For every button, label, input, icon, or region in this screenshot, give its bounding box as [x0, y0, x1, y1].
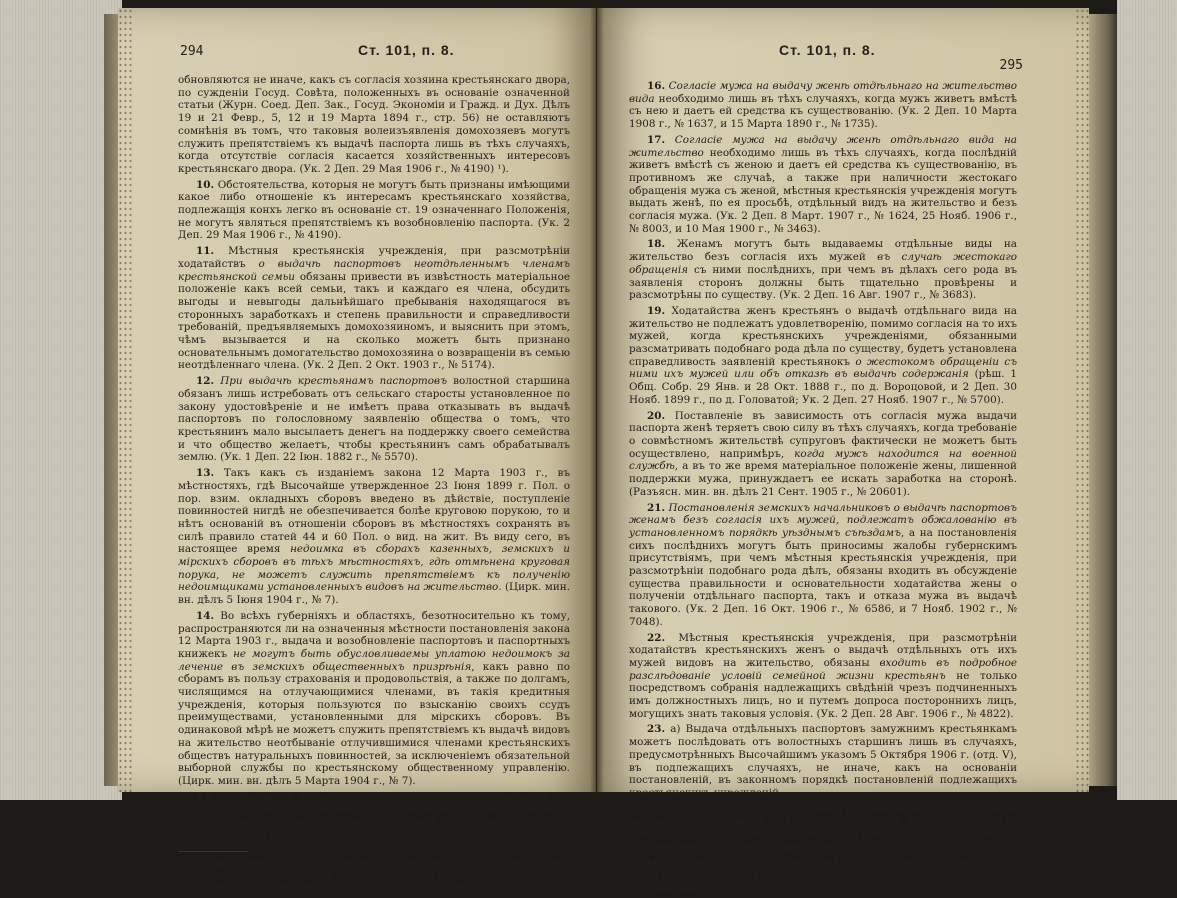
footnote-rule — [178, 851, 248, 852]
paragraph-number: 17. — [647, 133, 666, 146]
left-page — [118, 8, 596, 892]
paragraph-emphasis: Согласіе мужа на выдачу женѣ отдѣльнаго на жительство вида — [629, 80, 1017, 105]
paragraph-text: , а въ то же время матеріальное положеніе жены, лишенной поддержки мужа, принуждаетъ ее искать заработка на сторонѣ. (Разъясн. мин. вн. дѣлъ 21 Сент. 1905 г., № 20601). — [629, 460, 1017, 498]
paragraph-text: (рѣш. 1 Общ. Собр. 29 Янв. и 28 Окт. 1888 г., по д. Вороцовой, и 2 Деп. 30 Нояб. 1899 г., по д. Головатой; Ук. 2 Деп. 27 Нояб. 1907 г., № 5700). — [629, 368, 1017, 406]
article-paragraph — [178, 467, 570, 607]
page-edge-speckle — [1075, 8, 1089, 792]
paragraph-number: 11. — [196, 245, 215, 258]
article-paragraph — [178, 375, 570, 464]
article-paragraph — [178, 74, 570, 176]
paragraph-emphasis: недоимка въ сборахъ казенныхъ, земскихъ и мірскихъ сборовъ въ тѣхъ мѣстностяхъ, гдѣ отмѣнена круговая порука, не можетъ служить препятствіемъ къ полученію недоимщиками установленныхъ видовъ на жительство — [178, 543, 570, 594]
paragraph-text: Отмѣненныя до выдачи паспортовъ женамъ узаконенія не относятся къ числу отмѣненныхъ Высочайшимъ указомъ 5 Октября 1906 г. ограничительныхъ правилъ о выдачѣ паспортовъ сельскимъ обывателямъ. (Ук. 2 Деп. 16 Авг. 1907 г., № 3683). — [178, 790, 570, 841]
paragraph-emphasis: Согласіе мужа на выдачу женѣ отдѣльнаго вида на жительство — [629, 133, 1017, 159]
paragraph-text: Обстоятельства, которыя не могутъ быть признаны имѣющими какое либо отношеніе къ интересамъ крестьянскаго хозяйства, подлежащія конхъ легко въ основаніе ст. 19 означеннаго Положенія, не могутъ являться препятствіемъ къ возобновленію паспорта. (Ук. 2 Деп. 29 Мая 1906 г., № 4190). — [178, 178, 570, 242]
article-paragraph — [629, 632, 1017, 721]
running-head: Ст. 101, п. 8. — [779, 42, 876, 58]
paragraph-text: волостной старшина обязанъ лишь истребовать отъ сельскаго старосты установленное по закону удостовѣреніе и не имѣетъ права отказывать въ выдачѣ паспортовъ по голословному заявленію общества о томъ, что крестьянинъ мало высылаетъ денегъ на поддержку своего семейства и что общество желаетъ, чтобы крестьянинъ самъ обрабатывалъ землю. (Ук. 1 Деп. 22 Іюн. 1882 г., № 5570). — [178, 375, 570, 464]
paragraph-number: 19. — [647, 304, 666, 317]
article-paragraph — [629, 134, 1017, 236]
paragraph-number: 22. — [647, 631, 666, 644]
left-page-header — [180, 42, 572, 66]
paragraph-emphasis: входить въ подробное разслѣдованіе условій семейной жизни крестьянъ — [629, 656, 1018, 682]
paragraph-number: 14. — [196, 609, 215, 622]
article-paragraph — [629, 305, 1017, 407]
page-number: 295 — [999, 58, 1023, 73]
paragraph-text: не только посредствомъ собранія надлежащихъ свѣдѣній чрезъ подчиненныхъ имъ должностныхъ лицъ, но и путемъ допроса постороннихъ лицъ, могущихъ знать таковыя условія. (Ук. 2 Деп. 28 Авг. 1906 г., № 4822). — [629, 669, 1017, 720]
article-paragraph — [178, 610, 570, 788]
book-cover-cloth-right — [1117, 0, 1177, 800]
paragraph-number: 15. — [196, 790, 215, 803]
book-gutter — [590, 0, 604, 800]
left-page-text — [178, 74, 570, 895]
page-edge-speckle — [118, 8, 132, 792]
paragraph-text — [665, 134, 675, 146]
paragraph-text: б) Ст. 29 Уст. Пасп. подлежитъ примѣненію въ отношеніи замужнихъ крестьянокъ на тѣхъ же основаніяхъ, въ отношеніи всѣхъ прочихъ лицъ, статьею этой предусмотрѣнныхъ, въ соотвѣтствіи съ разъясненіями настоящаго циркуляра. — [629, 802, 1017, 853]
paragraph-text: необходимо лишь въ тѣхъ случаяхъ, когда послѣдній живетъ вмѣстѣ съ женою и даетъ ей средства къ существованію, въ противномъ же случаѣ, а также при наличности жестокаго обращенія мужа съ женой, мѣстныя крестьянскія учрежденія могутъ выдать женѣ, по ея просьбѣ, отдѣльный видъ на жительство и безъ согласія мужа. (Ук. 2 Деп. 8 Март. 1907 г., № 1624, 25 Нояб. 1906 г., № 8003, и 10 Мая 1900 г., № 3463). — [629, 146, 1017, 235]
paragraph-emphasis: не могутъ быть обусловливаемы уплатою недоимокъ за лечение въ земскихъ общественныхъ призрѣнія — [178, 647, 570, 673]
paragraph-text: обновляются не иначе, какъ съ согласія хозяина крестьянскаго двора, по сужденіи Госуд. Совѣта, положенныхъ въ основаніе означенной статьи (Журн. Соед. Деп. Зак., Госуд. Экономіи и Гражд. и Дух. Дѣлъ 19 и 21 Февр., 5, 12 и 19 Марта 1894 г., стр. 56) не оставляютъ сомнѣнія въ томъ, что таковыя волеизъявленія домохозяевъ могутъ служить препятствіемъ къ выдачѣ паспорта лишь въ тѣхъ случаяхъ, когда отсутствіе согласія касается хозяйственныхъ интересовъ крестьянскаго двора. (Ук. 2 Деп. 29 Мая 1906 г., № 4190) ¹). — [178, 74, 570, 175]
paragraph-text: обязаны привести въ извѣстность матеріальное положеніе какъ всей семьи, такъ и каждаго ея члена, обсудить выгоды и невыгоды дальнѣйшаго пребыванія находящагося въ сторонныхъ заработкахъ и степень правильности и справедливости требованій, предъявляемыхъ домохозяиномъ, и выяснить при этомъ, чѣмъ вызывается и на сколько можетъ быть признано основательнымъ домогательство домохозяина о возвращеніи въ семью неотдѣленнаго члена. (Ук. 2 Деп. 2 Окт. 1903 г., № 5174). — [178, 270, 570, 372]
paragraph-text: Мѣстныя крестьянскія учрежденія, при разсмотрѣніи ходатайствъ крестьянскихъ женъ о выдачѣ отдѣльныхъ отъ ихъ мужей видовъ на жительство, обязаны — [629, 631, 1017, 669]
paragraph-emphasis: Постановленія земскихъ начальниковъ о выдачѣ паспортовъ женамъ безъ согласія ихъ мужей, подлежатъ обжалованію въ установленномъ порядкѣ уѣзднымъ съѣздамъ — [629, 501, 1017, 539]
right-page-text — [629, 80, 1017, 898]
paragraph-text: Женамъ могутъ быть выдаваемы отдѣльные виды на жительство безъ согласія ихъ мужей — [629, 238, 1017, 264]
paragraph-text: Мѣстныя крестьянскія учрежденія, при разсмотрѣніи ходатайствъ — [178, 245, 570, 270]
paragraph-number: 10. — [196, 178, 215, 191]
paragraph-number: 21. — [647, 501, 666, 514]
article-paragraph — [629, 238, 1017, 302]
paragraph-text: в) Въ отношеніи лицъ, проживающихъ въ предѣлахъ волости и подвѣдомственныхъ крестьянскому общественному управленію, разъясненія — [629, 856, 1017, 894]
article-paragraph — [178, 245, 570, 372]
article-paragraph — [629, 856, 1017, 894]
paragraph-emphasis: о выдачѣ паспортовъ неотдѣленнымъ членамъ крестьянской семьи — [178, 257, 570, 283]
article-paragraph — [629, 803, 1017, 854]
paragraph-number: 16. — [647, 80, 666, 92]
paragraph-text: Во всѣхъ губерніяхъ и областяхъ, безотносительно къ тому, распространяются ли на означенныя мѣстности постановленія закона 12 Марта 1903 г., выдача и возобновленіе паспортовъ и паспортныхъ книжекъ — [178, 609, 570, 660]
running-head: Ст. 101, п. 8. — [358, 42, 455, 58]
article-paragraph — [178, 179, 570, 243]
paragraph-text: . (Цирк. мин. вн. дѣлъ 5 Іюня 1904 г., № 7). — [178, 581, 570, 607]
paragraph-text: Поставленіе въ зависимость отъ согласія мужа выдачи паспорта женѣ теряетъ свою силу въ тѣхъ случаяхъ, когда требованіе о совмѣстномъ жительствѣ супруговъ фактически не можетъ быть осуществлено, напримѣръ, — [629, 409, 1017, 460]
paragraph-number: 23. — [647, 723, 666, 736]
page-block-edge-right — [1087, 14, 1117, 786]
paragraph-text: а) Выдача отдѣльныхъ паспортовъ замужнимъ крестьянкамъ можетъ послѣдовать отъ волостныхъ старшинъ лишь въ случаяхъ, предусмотрѣнныхъ Высочайшимъ указомъ 5 Октября 1906 г. (отд. V), въ подлежащихъ случаяхъ, не иначе, какъ на основаніи постановленій, въ законномъ порядкѣ постановленій подлежащихъ крестьянскихъ учрежденій. — [629, 723, 1017, 799]
article-paragraph — [629, 502, 1017, 629]
paragraph-number: 20. — [647, 409, 666, 422]
paragraph-text: , а на постановленія сихъ послѣднихъ могутъ быть приносимы жалобы губернскимъ присутствіямъ, при чемъ мѣстныя крестьянскія учрежденія, при разсмотрѣніи подобнаго рода дѣлъ, обязаны входить въ обсужденіе существа правильности и основательности ходатайства жены о полученіи отдѣльнаго паспорта, такъ и отказа мужа въ выдачѣ такового. (Ук. 2 Деп. 16 Окт. 1906 г., № 6586, и 7 Нояб. 1902 г., № 7048). — [629, 526, 1017, 628]
paragraph-emphasis: о жестокомъ обращеніи съ ними ихъ мужей или объ отказѣ въ выдачѣ содержанія — [629, 355, 1017, 381]
paragraph-number: 12. — [196, 375, 215, 388]
right-page-header — [637, 42, 1023, 73]
article-paragraph — [629, 410, 1017, 499]
paragraph-text: Ходатайства женъ крестьянъ о выдачѣ отдѣльнаго вида на жительство не подлежатъ удовлетворенію, помимо согласія на то ихъ мужей, когда крестьянскихъ учрежденіями, обязанными разсматривать подобнаго рода дѣла по существу, будетъ установлена справедливость заявленій крестьянокъ — [629, 304, 1017, 368]
paragraph-number: 13. — [196, 467, 215, 480]
page-number: 294 — [180, 44, 204, 59]
paragraph-text: необходимо лишь въ тѣхъ случаяхъ, когда мужъ живетъ вмѣстѣ съ нею и даетъ ей средства къ существованію. (Ук. 2 Деп. 10 Марта 1908 г., № 1637, и 15 Марта 1890 г., № 1735). — [629, 92, 1017, 131]
article-paragraph — [629, 80, 1017, 131]
paragraph-emphasis: въ случаѣ жестокаго обращенія — [629, 251, 1017, 276]
paragraph-emphasis: При выдачѣ крестьянамъ паспортовъ — [220, 375, 448, 388]
paragraph-number: 18. — [647, 238, 666, 251]
paragraph-text: , какъ равно по сборамъ въ пользу страхованія и продовольствія, а также по долгамъ, числящимся на отлучающимися членами, въ такія кредитныя учрежденія, которыя пользуются по взысканію своихъ ссудъ преимуществами, установленными для мірскихъ сборовъ. Въ одинаковой мѣрѣ не можетъ служить препятствіемъ къ выдачѣ видовъ на жительство неотбываніе отлучившимися членами крестьянскихъ обществъ натуральныхъ повинностей, за исключеніемъ обязательной выборной службы по крестьянскому общественному управленію. (Цирк. мин. вн. дѣлъ 5 Марта 1904 г., № 7). — [178, 660, 570, 787]
paragraph-text: Такъ какъ съ изданіемъ закона 12 Марта 1903 г., въ мѣстностяхъ, гдѣ Высочайше утвержденное 23 Іюня 1899 г. Пол. о пор. взим. окладныхъ сборовъ введено въ дѣйствіе, поступленіе повинностей нигдѣ не обезпечивается болѣе круговою порукою, то и нѣтъ основаній въ отношеніи сборовъ въ мѣстностяхъ сохранять въ силѣ правило статей 44 и 60 Пол. о вид. на жит. Въ виду сего, въ настоящее время — [178, 467, 570, 556]
paragraph-text: съ ними послѣднихъ, при чемъ въ дѣлахъ сего рода въ заявленія сторонъ должны быть тщательно провѣрены и разсмотрѣны по существу. (Ук. 2 Деп. 16 Авг. 1907 г., № 3683). — [629, 263, 1017, 302]
footnote: ¹) Примѣчаніе составителя. Ограничительныя правила о паспортахъ лицъ бывшихъ податныхъ состояній отмѣнены ук. 5 Октября 1906 г. объ отмѣнѣ нѣкоторыхъ ограниченій въ правахъ сельскихъ обывателей. — [178, 858, 570, 892]
right-page — [597, 8, 1089, 894]
article-paragraph — [629, 723, 1017, 799]
article-paragraph — [178, 791, 570, 842]
paragraph-emphasis: когда мужъ находится на военной службѣ — [629, 447, 1017, 473]
